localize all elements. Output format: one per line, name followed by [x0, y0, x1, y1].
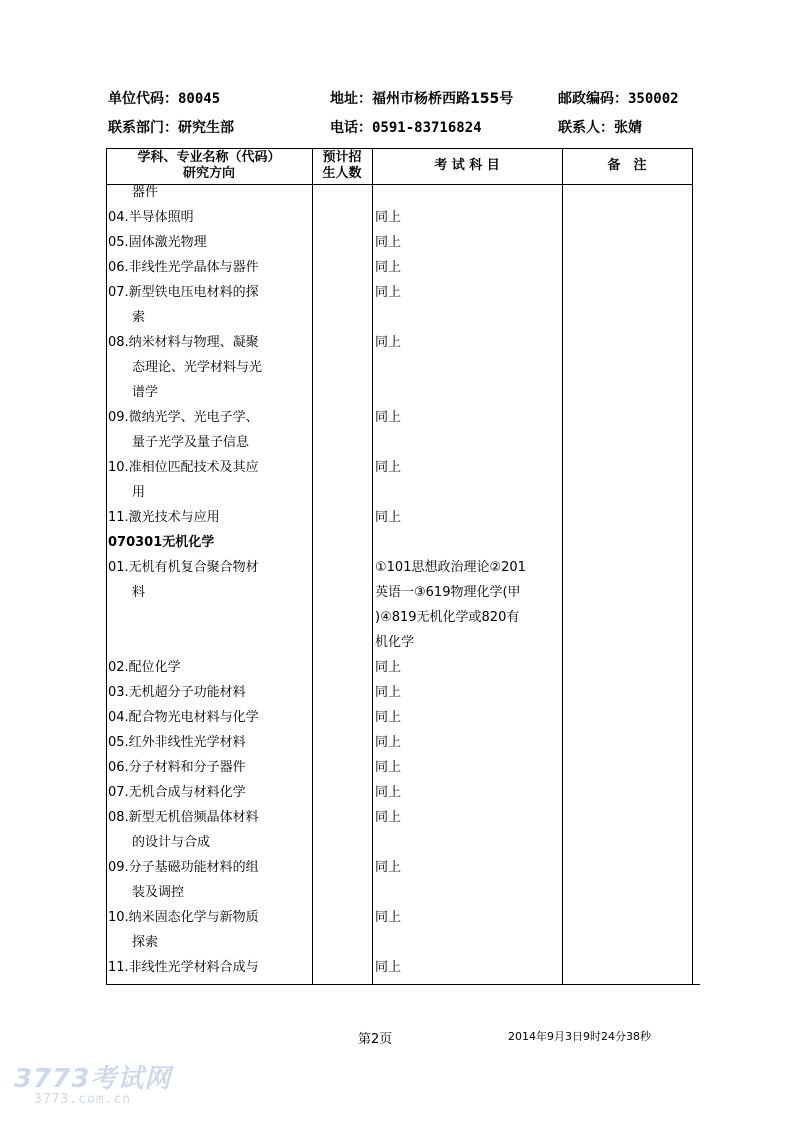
list-item: 04.半导体照明 — [108, 210, 194, 225]
exam-cell: 同上 — [375, 285, 402, 300]
exam-cell: 同上 — [375, 260, 402, 275]
table-right-border — [692, 148, 693, 984]
list-item: 08.新型无机倍频晶体材料 的设计与合成 — [108, 810, 259, 850]
list-item: 10.纳米固态化学与新物质 探索 — [108, 910, 259, 950]
list-item: 11.激光技术与应用 — [108, 510, 220, 525]
list-item: 01.无机有机复合聚合物材 料 — [108, 560, 259, 600]
list-item: 06.非线性光学晶体与器件 — [108, 260, 259, 275]
list-item: 02.配位化学 — [108, 660, 181, 675]
col-header-remarks: 备 注 — [607, 158, 647, 173]
list-item: 07.新型铁电压电材料的探 索 — [108, 285, 259, 325]
col-header-major: 学科、专业名称（代码） 研究方向 — [137, 150, 281, 181]
exam-cell: 同上 — [375, 735, 402, 750]
exam-cell: ①101思想政治理论②201 英语一③619物理化学(甲 )④819无机化学或820有 机化学 — [375, 560, 526, 650]
list-item: 05.固体激光物理 — [108, 235, 207, 250]
exam-cell: 同上 — [375, 460, 402, 475]
exam-cell: 同上 — [375, 660, 402, 675]
exam-cell: 同上 — [375, 510, 402, 525]
list-item: 09.分子基磁功能材料的组 装及调控 — [108, 860, 259, 900]
table-col-divider-2 — [372, 148, 373, 984]
print-timestamp: 2014年9月3日9时24分38秒 — [508, 1030, 651, 1043]
subject-heading: 070301无机化学 — [108, 535, 215, 550]
watermark-logo: 3773考试网 — [14, 1064, 172, 1094]
col-header-exam: 考 试 科 目 — [434, 158, 500, 173]
exam-cell: 同上 — [375, 760, 402, 775]
exam-cell: 同上 — [375, 860, 402, 875]
list-item: 04.配合物光电材料与化学 — [108, 710, 259, 725]
list-item: 10.准相位匹配技术及其应 用 — [108, 460, 259, 500]
table-top-border — [106, 148, 692, 149]
contact-dept: 联系部门：研究生部 — [108, 120, 234, 136]
table-left-border — [106, 148, 107, 984]
list-item: 03.无机超分子功能材料 — [108, 685, 246, 700]
list-item: 05.红外非线性光学材料 — [108, 735, 246, 750]
watermark-url: 3773.com.cn — [34, 1092, 132, 1107]
exam-cell: 同上 — [375, 960, 402, 975]
list-item: 器件 — [132, 185, 159, 200]
list-item: 09.微纳光学、光电子学、 量子光学及量子信息 — [108, 410, 259, 450]
table-header-border — [106, 184, 692, 185]
list-item: 06.分子材料和分子器件 — [108, 760, 246, 775]
exam-cell: 同上 — [375, 335, 402, 350]
exam-cell: 同上 — [375, 710, 402, 725]
exam-cell: 同上 — [375, 685, 402, 700]
exam-cell: 同上 — [375, 810, 402, 825]
postcode: 邮政编码：350002 — [558, 91, 679, 107]
phone: 电话：0591-83716824 — [330, 120, 482, 136]
list-item: 08.纳米材料与物理、凝聚 态理论、光学材料与光 谱学 — [108, 335, 263, 400]
exam-cell: 同上 — [375, 210, 402, 225]
list-item: 11.非线性光学材料合成与 — [108, 960, 259, 975]
exam-cell: 同上 — [375, 410, 402, 425]
page-number: 第2页 — [358, 1032, 393, 1047]
table-bottom-border — [106, 984, 700, 985]
list-item: 07.无机合成与材料化学 — [108, 785, 246, 800]
exam-cell: 同上 — [375, 235, 402, 250]
col-header-enrollment: 预计招 生人数 — [322, 150, 362, 181]
table-col-divider-3 — [562, 148, 563, 984]
address: 地址：福州市杨桥西路155号 — [330, 91, 514, 107]
table-col-divider-1 — [312, 148, 313, 984]
contact-person: 联系人：张婧 — [558, 120, 642, 136]
exam-cell: 同上 — [375, 910, 402, 925]
unit-code: 单位代码：80045 — [108, 91, 221, 107]
exam-cell: 同上 — [375, 785, 402, 800]
